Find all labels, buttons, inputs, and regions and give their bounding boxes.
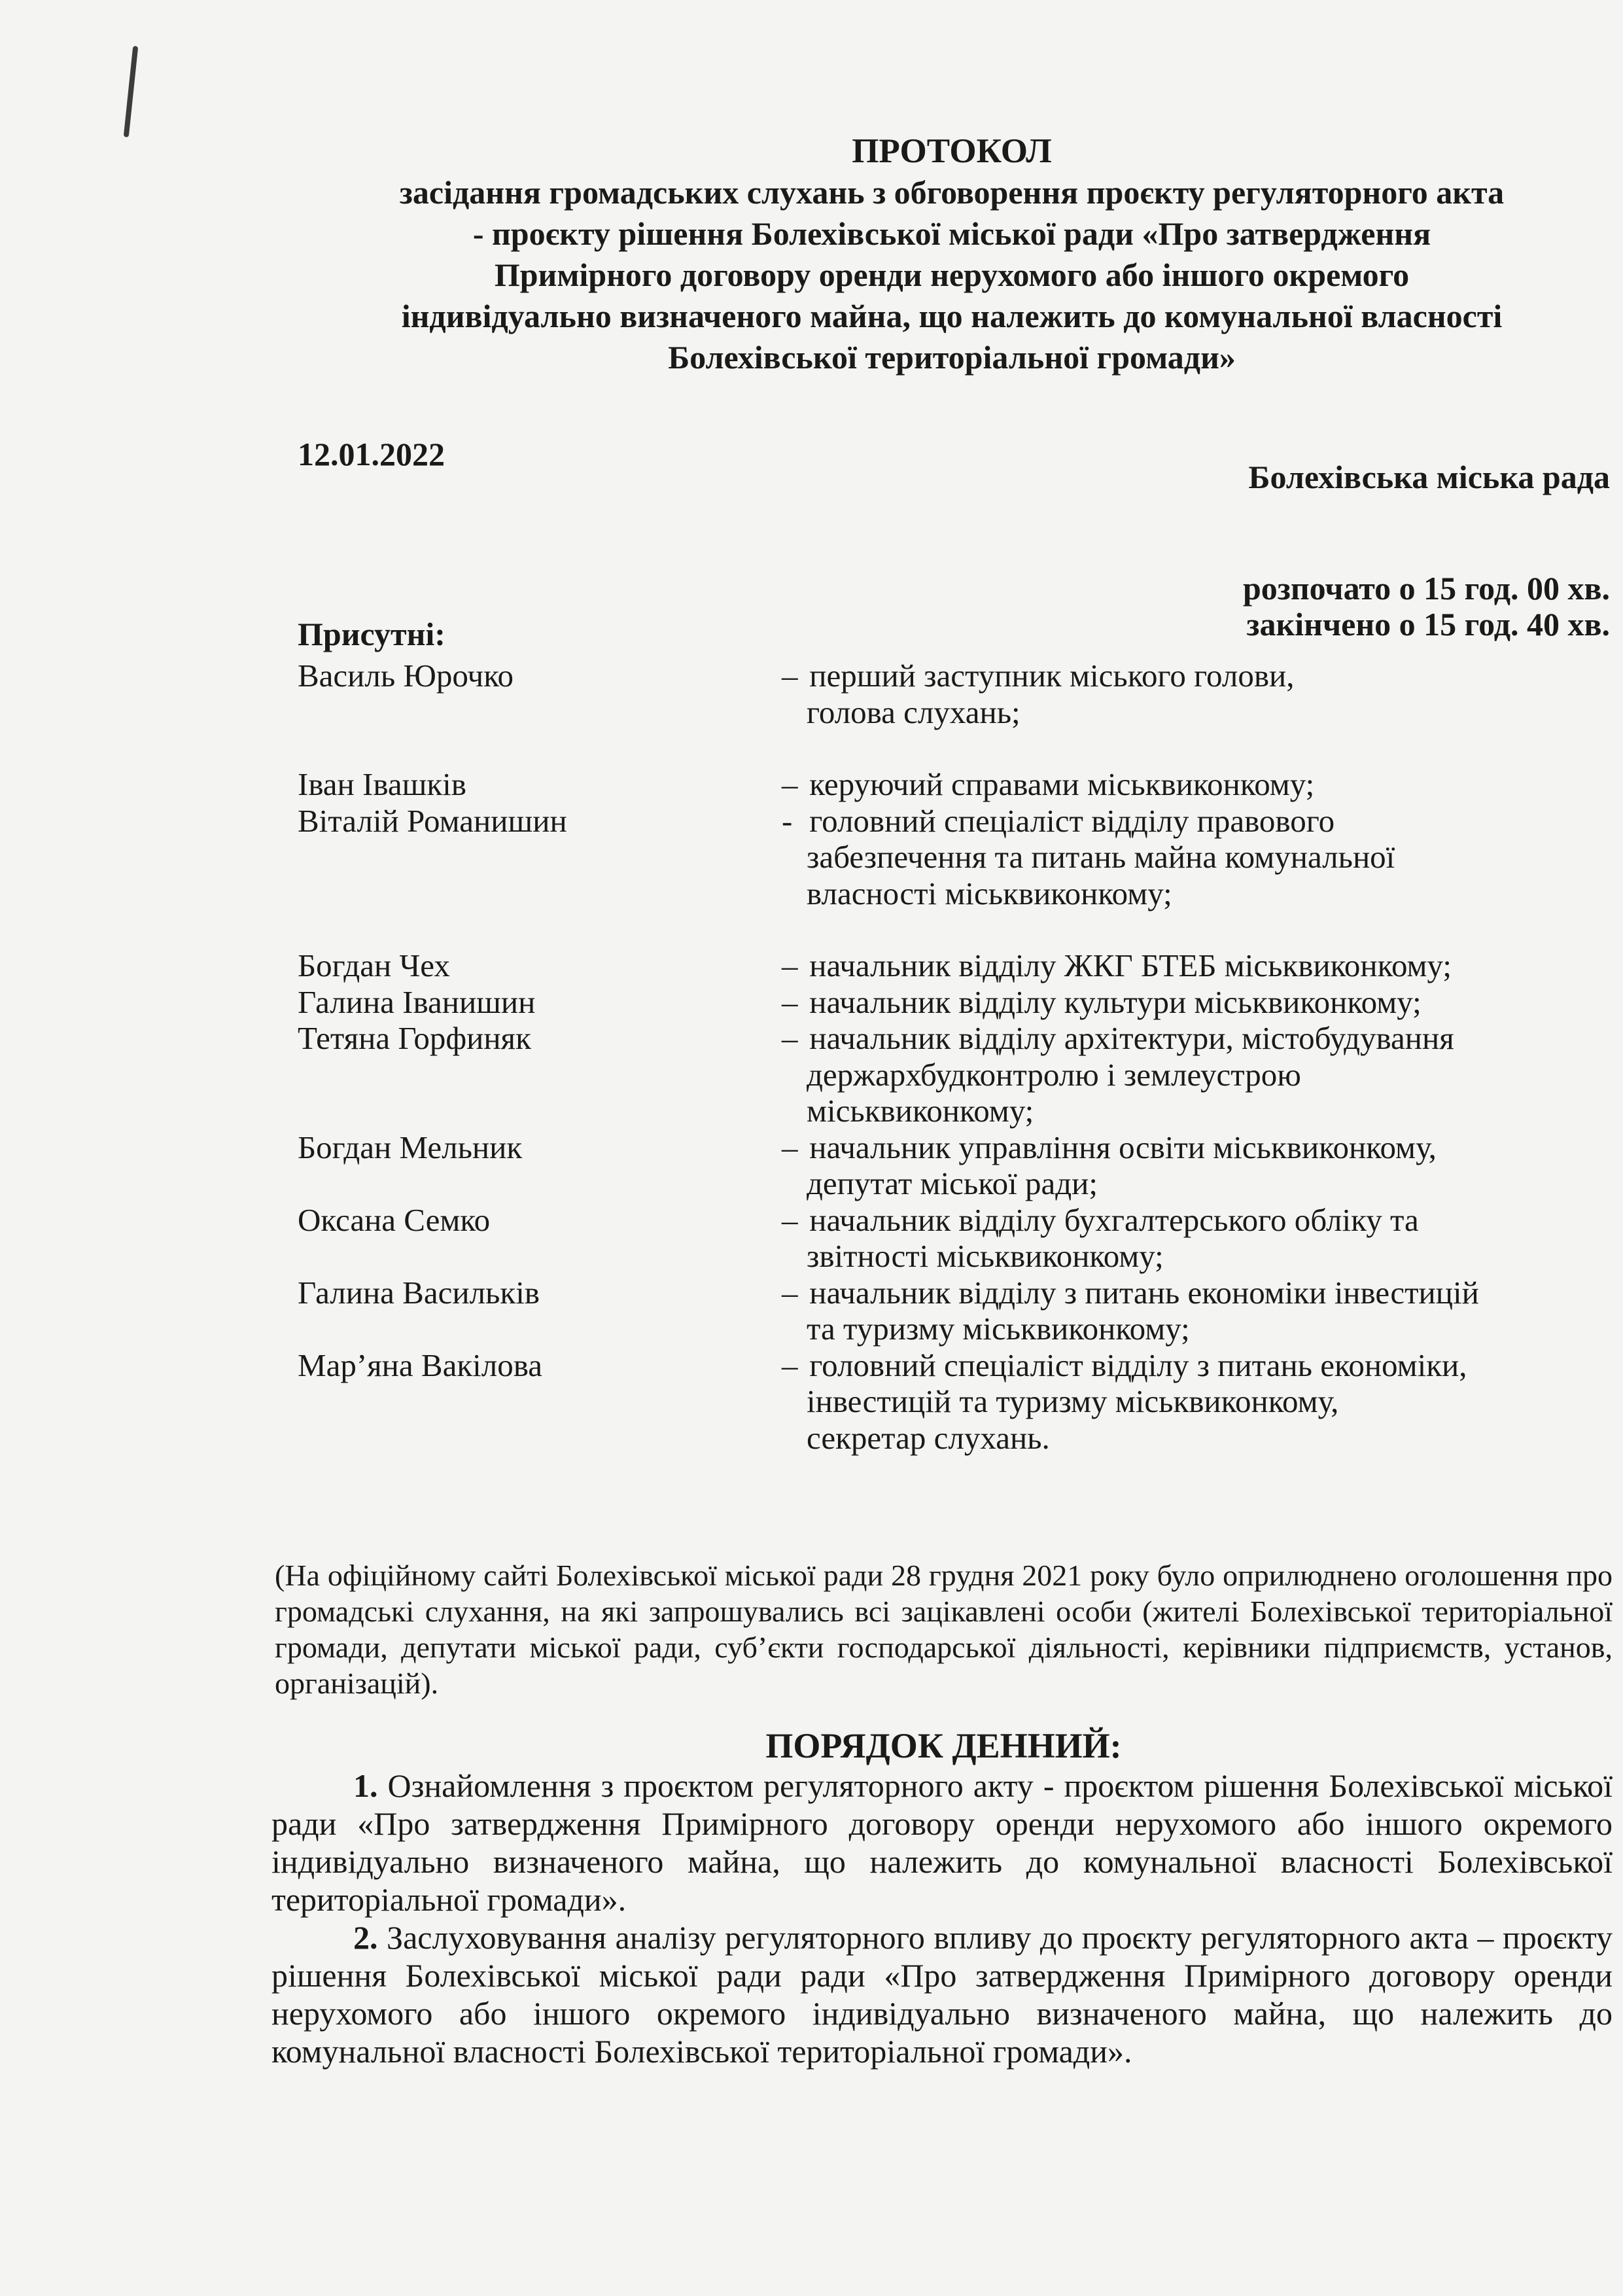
attendee-role — [782, 1347, 1606, 1457]
attendee-role — [782, 1275, 1606, 1347]
role-line — [782, 1129, 1606, 1166]
subtitle-line: засідання громадських слухань з обговорення проєкту регуляторного акта — [399, 174, 1505, 211]
role-text: начальник відділу культури міськвиконкому; — [809, 983, 1422, 1020]
attendee-row — [298, 1129, 1606, 1202]
role-line — [782, 1347, 1606, 1384]
role-text: головний спеціаліст відділу правового — [809, 802, 1335, 839]
agenda-item-number: 2. — [353, 1919, 378, 1956]
attendee-name: Іван Івашків — [298, 766, 466, 802]
role-line: держархбудконтролю і землеустрою — [807, 1056, 1301, 1093]
role-line: голова слухань; — [807, 694, 1021, 730]
subtitle-line: Болехівської територіальної громади» — [668, 339, 1236, 376]
dash: – — [782, 983, 798, 1020]
announcement-note: (На офіційному сайті Болехівської міської ради 28 грудня 2021 року було оприлюднено оголошення про громадські слухання, на які запрошувались всі зацікавлені особи (жителі Болехівської територіальної громади, депутати міської ради, суб’єкти господарської діяльності, керівники підприємств, установ, організацій). — [275, 1559, 1613, 1700]
attendee-row — [298, 658, 1606, 730]
attendee-role — [782, 1020, 1606, 1129]
attendee-role — [782, 984, 1606, 1021]
document-title: ПРОТОКОЛ — [852, 132, 1052, 170]
subtitle-line: - проєкту рішення Болехівської міської ради «Про затвердження — [472, 215, 1431, 252]
agenda-list — [271, 1767, 1613, 2070]
attendee-name: Віталій Романишин — [298, 802, 567, 839]
role-line — [782, 984, 1606, 1021]
role-line: міськвиконкому; — [807, 1093, 1034, 1129]
dash: – — [782, 658, 798, 694]
role-line: депутат міської ради; — [807, 1165, 1098, 1201]
meeting-place: Болехівська міська рада — [1248, 459, 1610, 495]
attendee-role — [782, 1202, 1606, 1275]
dash: – — [782, 1201, 798, 1238]
attendee-role — [782, 766, 1606, 803]
role-line — [782, 766, 1606, 803]
start-time: розпочато о 15 год. 00 хв. — [1242, 570, 1610, 607]
dash: – — [782, 1274, 798, 1311]
attendee-row — [298, 1347, 1606, 1457]
role-text: начальник відділу ЖКГ БТЕБ міськвиконкому; — [809, 947, 1452, 983]
subtitle-line: індивідуально визначеного майна, що належить до комунальної власності — [401, 298, 1503, 334]
dash: - — [782, 802, 793, 839]
role-line: власності міськвиконкому; — [807, 875, 1172, 911]
role-line — [782, 658, 1606, 694]
meeting-date: 12.01.2022 — [298, 436, 445, 472]
attendee-name: Богдан Мельник — [298, 1129, 523, 1165]
role-line: секретар слухань. — [807, 1419, 1050, 1456]
dash: – — [782, 1020, 798, 1056]
role-text: начальник відділу архітектури, містобудування — [809, 1020, 1454, 1056]
attendee-name: Галина Іванишин — [298, 983, 536, 1020]
role-text: начальник відділу з питань економіки інвестицій — [809, 1274, 1479, 1311]
end-time: закінчено о 15 год. 40 хв. — [1246, 606, 1610, 643]
role-text: керуючий справами міськвиконкому; — [809, 766, 1315, 802]
role-line — [782, 1275, 1606, 1311]
agenda-item-text: Ознайомлення з проєктом регуляторного акту - проєктом рішення Болехівської міської ради «Про затвердження Примірного договору оренди нерухомого або іншого окремого індивідуально визначеного майна, що належить до комунальної власності Болехівської територіальної громади». — [271, 1767, 1613, 1918]
agenda-title: ПОРЯДОК ДЕННИЙ: — [765, 1726, 1122, 1765]
role-text: перший заступник міського голови, — [809, 658, 1295, 694]
dash: – — [782, 1129, 798, 1165]
role-text: головний спеціаліст відділу з питань економіки, — [809, 1347, 1467, 1383]
document-header — [288, 131, 1616, 378]
attendee-name: Мар’яна Вакілова — [298, 1347, 542, 1383]
attendee-row — [298, 947, 1606, 984]
role-line — [782, 1202, 1606, 1239]
dash: – — [782, 947, 798, 983]
role-line: забезпечення та питань майна комунальної — [807, 839, 1395, 875]
attendee-row — [298, 1020, 1606, 1129]
attendees-list — [298, 658, 1606, 1456]
role-line: звітності міськвиконкому; — [807, 1238, 1164, 1274]
attendee-role — [782, 1129, 1606, 1202]
attendee-row — [298, 766, 1606, 803]
agenda-item — [271, 1918, 1613, 2070]
agenda-item-number: 1. — [353, 1767, 378, 1804]
dash: – — [782, 766, 798, 802]
attendee-name: Василь Юрочко — [298, 658, 514, 694]
agenda-item — [271, 1767, 1613, 1918]
role-line — [782, 947, 1606, 984]
staple-mark — [124, 46, 139, 137]
attendee-row — [298, 1202, 1606, 1275]
attendee-role — [782, 947, 1606, 984]
attendee-row — [298, 984, 1606, 1021]
attendee-role — [782, 658, 1606, 730]
subtitle-line: Примірного договору оренди нерухомого або іншого окремого — [494, 256, 1410, 293]
attendees-label: Присутні: — [298, 616, 445, 652]
role-text: начальник управління освіти міськвиконкому, — [809, 1129, 1437, 1165]
attendee-name: Галина Васильків — [298, 1274, 540, 1311]
agenda-item-text: Заслуховування аналізу регуляторного впливу до проєкту регуляторного акта – проєкту рішення Болехівської міської ради ради «Про затвердження Примірного договору оренди нерухомого або іншого окремого індивідуально визначеного майна, що належить до комунальної власності Болехівської територіальної громади». — [271, 1919, 1613, 2070]
role-line — [782, 1020, 1606, 1057]
attendee-name: Богдан Чех — [298, 947, 450, 983]
attendee-name: Оксана Семко — [298, 1201, 491, 1238]
role-text: начальник відділу бухгалтерського обліку та — [809, 1201, 1419, 1238]
role-line: інвестицій та туризму міськвиконкому, — [807, 1383, 1339, 1419]
attendee-name: Тетяна Горфиняк — [298, 1020, 531, 1056]
role-line: та туризму міськвиконкому; — [807, 1311, 1190, 1347]
attendee-role — [782, 803, 1606, 912]
dash: – — [782, 1347, 798, 1383]
attendee-row — [298, 803, 1606, 912]
attendee-row — [298, 1275, 1606, 1347]
role-line — [782, 803, 1606, 839]
